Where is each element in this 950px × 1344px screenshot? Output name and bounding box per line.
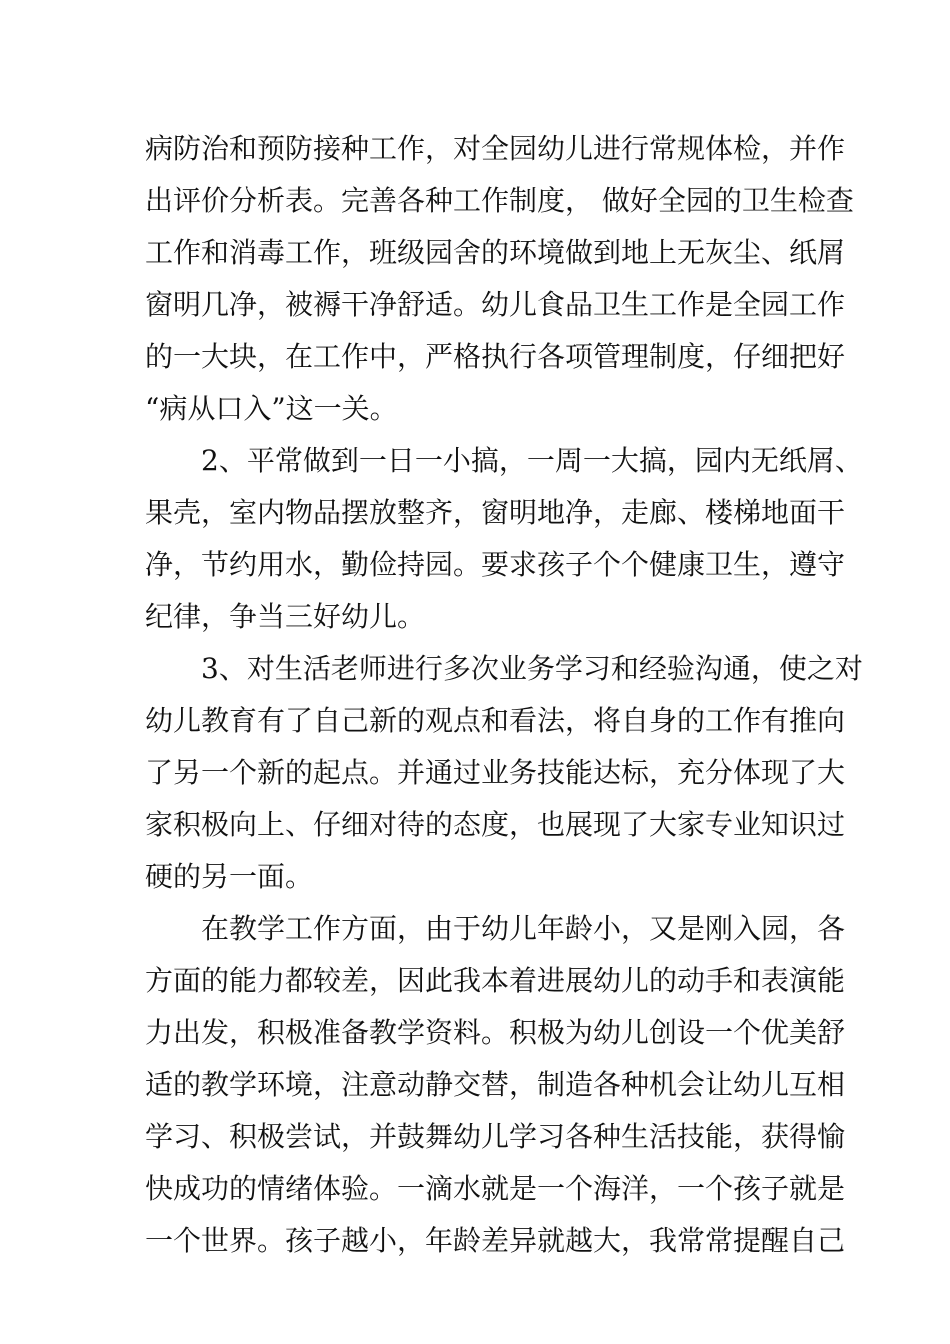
text-line: 力出发，积极准备教学资料。积极为幼儿创设一个优美舒 bbox=[145, 1016, 846, 1049]
text-line: “病从口入”这一关。 bbox=[145, 392, 398, 425]
text-line: 适的教学环境，注意动静交替，制造各种机会让幼儿互相 bbox=[145, 1068, 846, 1101]
text-line: 纪律，争当三好幼儿。 bbox=[145, 600, 426, 633]
text-line: 了另一个新的起点。并通过业务技能达标，充分体现了大 bbox=[145, 756, 846, 789]
text-line: 2、平常做到一日一小搞，一周一大搞，园内无纸屑、 bbox=[201, 444, 863, 477]
text-line: 净，节约用水，勤俭持园。要求孩子个个健康卫生，遵守 bbox=[145, 548, 846, 581]
text-line: 在教学工作方面，由于幼儿年龄小，又是刚入园，各 bbox=[201, 912, 846, 945]
text-line: 一个世界。孩子越小，年龄差异就越大，我常常提醒自己 bbox=[145, 1224, 846, 1257]
text-line: 病防治和预防接种工作，对全园幼儿进行常规体检，并作 bbox=[145, 132, 846, 165]
text-line: 果壳，室内物品摆放整齐，窗明地净，走廊、楼梯地面干 bbox=[145, 496, 846, 529]
text-line: 出评价分析表。完善各种工作制度， 做好全园的卫生检查 bbox=[145, 184, 854, 217]
text-line: 工作和消毒工作，班级园舍的环境做到地上无灰尘、纸屑 bbox=[145, 236, 846, 269]
text-line: 硬的另一面。 bbox=[145, 860, 314, 893]
text-line: 的一大块，在工作中，严格执行各项管理制度，仔细把好 bbox=[145, 340, 846, 373]
text-line: 方面的能力都较差，因此我本着进展幼儿的动手和表演能 bbox=[145, 964, 846, 997]
text-line: 窗明几净，被褥干净舒适。幼儿食品卫生工作是全园工作 bbox=[145, 288, 846, 321]
text-line: 学习、积极尝试，并鼓舞幼儿学习各种生活技能，获得愉 bbox=[145, 1120, 846, 1153]
text-line: 快成功的情绪体验。一滴水就是一个海洋，一个孩子就是 bbox=[145, 1172, 846, 1205]
text-line: 3、对生活老师进行多次业务学习和经验沟通，使之对 bbox=[201, 652, 863, 685]
text-line: 家积极向上、仔细对待的态度，也展现了大家专业知识过 bbox=[145, 808, 846, 841]
body-text bbox=[145, 123, 863, 1267]
text-line: 幼儿教育有了自己新的观点和看法，将自身的工作有推向 bbox=[145, 704, 846, 737]
